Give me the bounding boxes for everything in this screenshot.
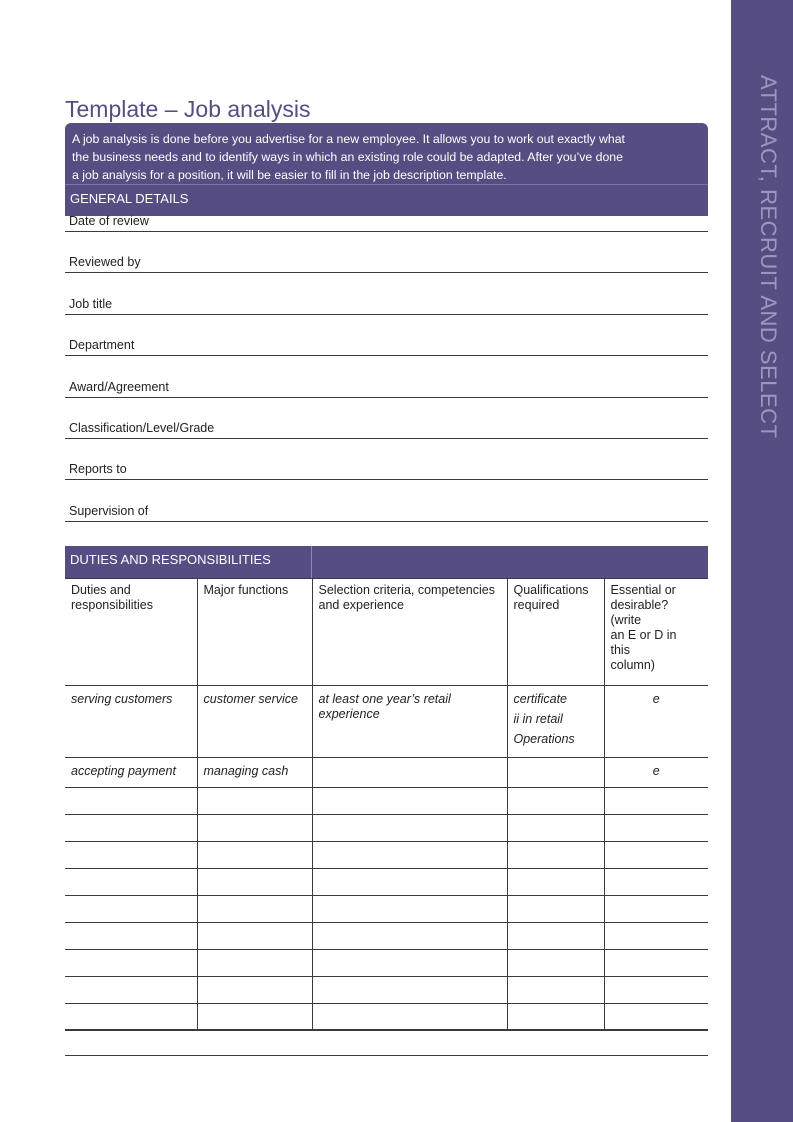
- col5-line: Essential or: [610, 583, 676, 597]
- cell-function[interactable]: [197, 896, 312, 923]
- table-row: [65, 977, 708, 1004]
- cell-qualifications[interactable]: [507, 842, 604, 869]
- field-award-agreement[interactable]: Award/Agreement: [65, 380, 708, 398]
- cell-criteria[interactable]: [312, 788, 507, 815]
- table-row: [65, 950, 708, 977]
- cell-duty[interactable]: [65, 950, 197, 977]
- cell-duty[interactable]: accepting payment: [65, 758, 197, 788]
- page-title: Template – Job analysis: [65, 96, 311, 122]
- table-row: [65, 842, 708, 869]
- col5-line: an E or D in: [610, 628, 677, 642]
- field-department[interactable]: Department: [65, 338, 708, 356]
- qualification-line: ii in retail: [513, 712, 563, 726]
- cell-qualifications[interactable]: [507, 977, 604, 1004]
- cell-criteria[interactable]: [312, 950, 507, 977]
- cell-function[interactable]: [197, 815, 312, 842]
- cell-essential[interactable]: [604, 815, 708, 842]
- col-header-functions: Major functions: [197, 579, 312, 686]
- table-row: [65, 923, 708, 950]
- qualification-line: Operations: [513, 732, 575, 746]
- cell-qualifications[interactable]: [507, 815, 604, 842]
- cell-qualifications[interactable]: [507, 758, 604, 788]
- field-date-of-review[interactable]: Date of review: [65, 214, 708, 232]
- cell-qualifications[interactable]: [507, 869, 604, 896]
- cell-duty[interactable]: [65, 896, 197, 923]
- sidebar-title: ATTRACT, RECRUIT AND SELECT: [756, 75, 781, 439]
- col-header-essential: [604, 579, 708, 686]
- divider-line: [65, 1055, 708, 1056]
- cell-essential[interactable]: [604, 896, 708, 923]
- table-row: [65, 758, 708, 788]
- field-classification[interactable]: Classification/Level/Grade: [65, 421, 708, 439]
- col5-line: this: [610, 643, 630, 657]
- divider-line: [65, 1029, 708, 1030]
- intro-line: the business needs and to identify ways in which an existing role could be adapted. After you’ve done: [72, 150, 623, 164]
- intro-box: [65, 123, 708, 184]
- cell-essential[interactable]: e: [604, 758, 708, 788]
- table-row: [65, 815, 708, 842]
- cell-criteria[interactable]: [312, 896, 507, 923]
- col-header-duties: Duties and responsibilities: [65, 579, 197, 686]
- cell-function[interactable]: [197, 977, 312, 1004]
- table-row: [65, 1004, 708, 1031]
- cell-criteria[interactable]: [312, 815, 507, 842]
- intro-line: a job analysis for a position, it will be easier to fill in the job description template.: [72, 168, 507, 182]
- col5-line: column): [610, 658, 655, 672]
- cell-criteria[interactable]: [312, 842, 507, 869]
- field-reports-to[interactable]: Reports to: [65, 462, 708, 480]
- cell-qualifications[interactable]: [507, 686, 604, 758]
- general-details-heading: GENERAL DETAILS: [65, 184, 708, 216]
- qualification-line: certificate: [513, 692, 567, 706]
- cell-function[interactable]: [197, 923, 312, 950]
- cell-function[interactable]: [197, 950, 312, 977]
- cell-qualifications[interactable]: [507, 923, 604, 950]
- cell-essential[interactable]: [604, 788, 708, 815]
- field-job-title[interactable]: Job title: [65, 297, 708, 315]
- col5-line: desirable?: [610, 598, 669, 612]
- col5-line: (write: [610, 613, 642, 627]
- cell-duty[interactable]: [65, 788, 197, 815]
- cell-function[interactable]: [197, 788, 312, 815]
- cell-criteria[interactable]: [312, 923, 507, 950]
- cell-essential[interactable]: [604, 923, 708, 950]
- duties-table: [65, 578, 708, 1031]
- field-reviewed-by[interactable]: Reviewed by: [65, 255, 708, 273]
- cell-duty[interactable]: [65, 815, 197, 842]
- cell-duty[interactable]: serving customers: [65, 686, 197, 758]
- intro-line: A job analysis is done before you advertise for a new employee. It allows you to work out exactly what: [72, 132, 625, 146]
- cell-criteria[interactable]: [312, 1004, 507, 1031]
- cell-essential[interactable]: [604, 1004, 708, 1031]
- cell-duty[interactable]: [65, 977, 197, 1004]
- table-row: [65, 896, 708, 923]
- cell-criteria[interactable]: at least one year’s retail experience: [312, 686, 507, 758]
- cell-essential[interactable]: [604, 842, 708, 869]
- table-row: [65, 869, 708, 896]
- cell-criteria[interactable]: [312, 869, 507, 896]
- field-supervision-of[interactable]: Supervision of: [65, 504, 708, 522]
- cell-duty[interactable]: [65, 923, 197, 950]
- cell-duty[interactable]: [65, 869, 197, 896]
- cell-criteria[interactable]: [312, 758, 507, 788]
- cell-duty[interactable]: [65, 1004, 197, 1031]
- cell-function[interactable]: customer service: [197, 686, 312, 758]
- cell-qualifications[interactable]: [507, 788, 604, 815]
- cell-function[interactable]: [197, 842, 312, 869]
- cell-qualifications[interactable]: [507, 1004, 604, 1031]
- cell-function[interactable]: [197, 1004, 312, 1031]
- cell-essential[interactable]: e: [604, 686, 708, 758]
- cell-qualifications[interactable]: [507, 896, 604, 923]
- cell-essential[interactable]: [604, 869, 708, 896]
- col-header-qualifications: Qualifications required: [507, 579, 604, 686]
- table-row: [65, 788, 708, 815]
- table-row: [65, 686, 708, 758]
- cell-criteria[interactable]: [312, 977, 507, 1004]
- cell-duty[interactable]: [65, 842, 197, 869]
- table-header-row: [65, 579, 708, 686]
- duties-heading-bar: [65, 546, 708, 578]
- cell-essential[interactable]: [604, 950, 708, 977]
- cell-essential[interactable]: [604, 977, 708, 1004]
- cell-qualifications[interactable]: [507, 950, 604, 977]
- cell-function[interactable]: [197, 869, 312, 896]
- duties-heading: DUTIES AND RESPONSIBILITIES: [65, 546, 312, 578]
- cell-function[interactable]: managing cash: [197, 758, 312, 788]
- col-header-criteria: Selection criteria, competencies and experience: [312, 579, 507, 686]
